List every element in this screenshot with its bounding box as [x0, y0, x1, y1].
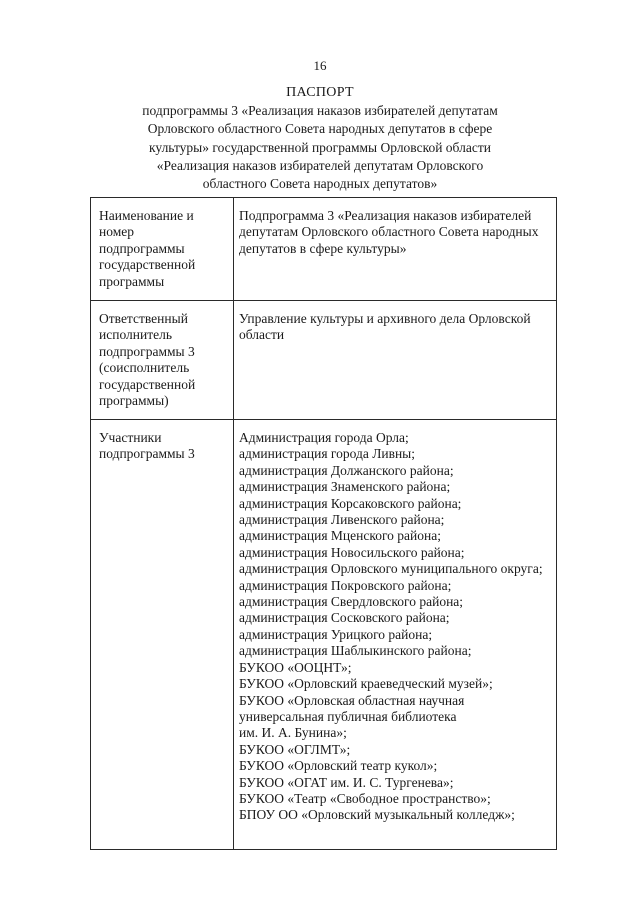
- participant-line: БУКОО «Орловская областная научная: [239, 692, 465, 708]
- participant-line: администрация Урицкого района;: [239, 626, 433, 642]
- label-line: государственной: [99, 257, 196, 273]
- label-line: программы): [99, 393, 169, 409]
- value-line: области: [239, 327, 285, 343]
- label-line: исполнитель: [99, 327, 172, 343]
- participant-line: администрация Должанского района;: [239, 462, 454, 478]
- document-title: [0, 84, 640, 193]
- participant-line: БУКОО «ООЦНТ»;: [239, 659, 352, 675]
- row-label: [91, 198, 234, 301]
- table-row-executor: [91, 301, 557, 420]
- passport-heading: ПАСПОРТ: [286, 85, 354, 100]
- participant-line: администрация Сосковского района;: [239, 610, 450, 626]
- participant-line: администрация Корсаковского района;: [239, 495, 462, 511]
- label-line: государственной: [99, 376, 196, 392]
- participant-line: БПОУ ОО «Орловский музыкальный колледж»;: [239, 807, 515, 823]
- label-line: подпрограммы 3: [99, 446, 195, 462]
- participant-line: администрация Новосильского района;: [239, 544, 465, 560]
- value-line: Подпрограмма 3 «Реализация наказов избирателей: [239, 208, 532, 223]
- label-line: подпрограммы 3: [99, 343, 195, 359]
- title-line: Орловского областного Совета народных депутатов в сфере: [147, 121, 493, 137]
- participant-line: администрация Покровского района;: [239, 577, 452, 593]
- row-value: [234, 420, 557, 850]
- label-line: (соисполнитель: [99, 360, 190, 376]
- participant-line: администрация Орловского муниципального округа;: [239, 561, 543, 577]
- participant-line: БУКОО «Орловский театр кукол»;: [239, 758, 438, 774]
- participant-line: БУКОО «Театр «Свободное пространство»;: [239, 790, 491, 806]
- title-line: «Реализация наказов избирателей депутатам Орловского: [156, 157, 484, 173]
- label-line: программы: [99, 273, 165, 289]
- participant-line: администрация Шаблыкинского района;: [239, 643, 472, 659]
- participant-line: БУКОО «ОГАТ им. И. С. Тургенева»;: [239, 774, 454, 790]
- value-line: депутатам Орловского областного Совета народных: [239, 224, 539, 240]
- table-row-participants: [91, 420, 557, 850]
- participant-line: Администрация города Орла;: [239, 430, 409, 445]
- participant-line: администрация Свердловского района;: [239, 594, 464, 610]
- table-row-name: [91, 198, 557, 301]
- participant-line: БУКОО «Орловский краеведческий музей»;: [239, 676, 493, 692]
- label-line: Участники: [99, 430, 162, 445]
- participant-line: им. И. А. Бунина»;: [239, 725, 347, 741]
- passport-table: [90, 197, 557, 850]
- title-line: подпрограммы 3 «Реализация наказов избирателей депутатам: [142, 103, 498, 119]
- participant-line: универсальная публичная библиотека: [239, 708, 457, 724]
- value-line: депутатов в сфере культуры»: [239, 240, 407, 256]
- row-value: [234, 301, 557, 420]
- label-line: номер: [99, 224, 135, 240]
- participant-line: администрация Знаменского района;: [239, 479, 451, 495]
- page-number: 16: [313, 58, 327, 73]
- label-line: Наименование и: [99, 208, 194, 223]
- participant-line: администрация Мценского района;: [239, 528, 441, 544]
- participant-line: администрация Ливенского района;: [239, 512, 445, 528]
- label-line: подпрограммы: [99, 240, 185, 256]
- value-line: Управление культуры и архивного дела Орловской: [239, 311, 531, 326]
- title-line: культуры» государственной программы Орловской области: [149, 139, 491, 155]
- row-label: [91, 301, 234, 420]
- participant-line: БУКОО «ОГЛМТ»;: [239, 741, 351, 757]
- label-line: Ответственный: [99, 311, 188, 326]
- participant-line: администрация города Ливны;: [239, 446, 416, 462]
- row-value: [234, 198, 557, 301]
- row-label: [91, 420, 234, 850]
- title-line: областного Совета народных депутатов»: [202, 176, 438, 192]
